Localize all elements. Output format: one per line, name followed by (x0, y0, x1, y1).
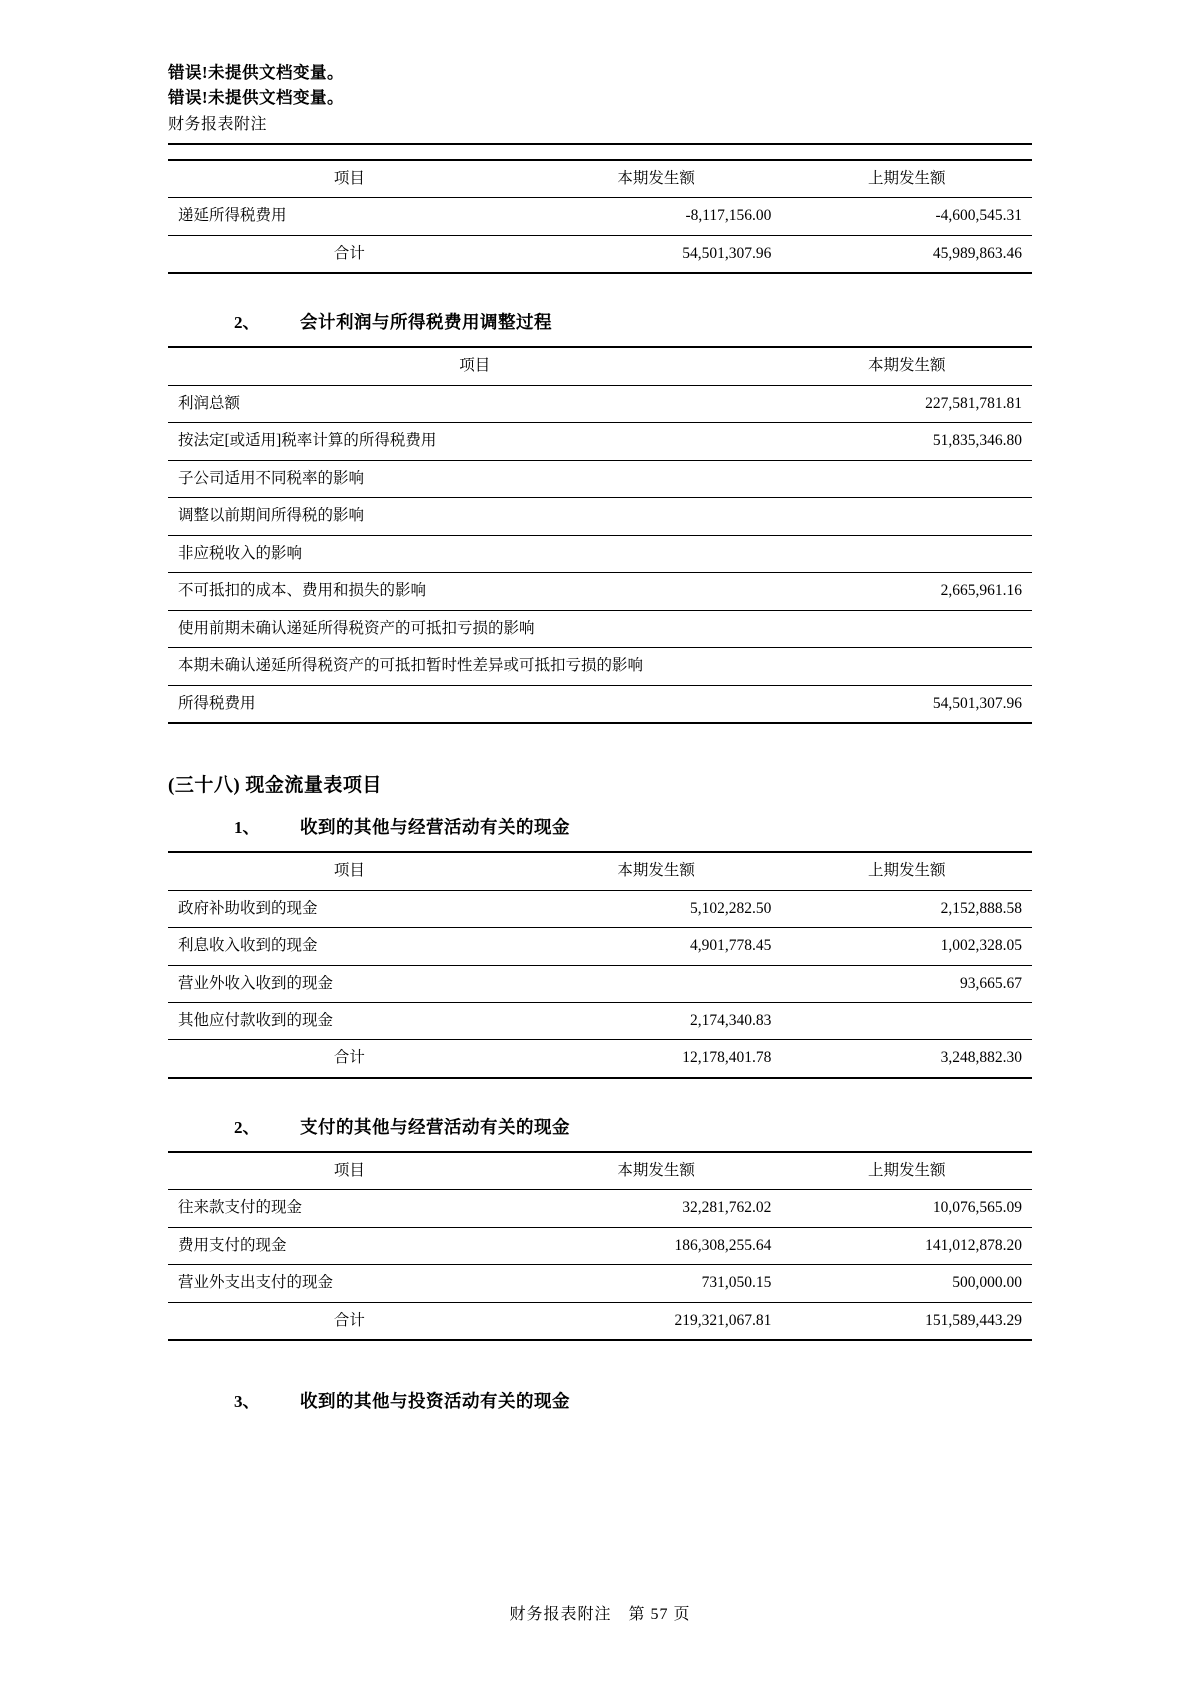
page-footer (0, 1601, 1200, 1624)
cell-prior: 93,665.67 (781, 965, 1032, 1002)
table-header-row (168, 161, 1032, 198)
tax-expense-table-wrap (168, 159, 1032, 274)
cell-item: 政府补助收到的现金 (168, 890, 531, 927)
column-header: 上期发生额 (781, 853, 1032, 890)
column-header: 本期发生额 (531, 853, 782, 890)
table-header-row (168, 348, 1032, 385)
cell-current (531, 965, 782, 1002)
cell-prior: 500,000.00 (781, 1265, 1032, 1302)
table-row (168, 1227, 1032, 1264)
cell-item: 合计 (168, 235, 531, 272)
cell-item: 费用支付的现金 (168, 1227, 531, 1264)
cell-prior: 1,002,328.05 (781, 928, 1032, 965)
other-operating-cash-paid-table (168, 1153, 1032, 1339)
cell-current (781, 535, 1032, 572)
section-2-number: 2、 (234, 313, 260, 333)
other-operating-cash-received-table (168, 853, 1032, 1077)
cell-current: 12,178,401.78 (531, 1040, 782, 1077)
table-row (168, 573, 1032, 610)
column-header: 项目 (168, 1153, 531, 1190)
cell-prior: -4,600,545.31 (781, 198, 1032, 235)
table-row (168, 1265, 1032, 1302)
section-38-3-title: 收到的其他与投资活动有关的现金 (300, 1391, 570, 1412)
cell-item: 使用前期未确认递延所得税资产的可抵扣亏损的影响 (168, 610, 781, 647)
table-row (168, 965, 1032, 1002)
table-row (168, 610, 1032, 647)
cell-item: 调整以前期间所得税的影响 (168, 498, 781, 535)
cell-current: 227,581,781.81 (781, 385, 1032, 422)
page-content (168, 60, 1032, 1425)
section-2-title: 会计利润与所得税费用调整过程 (300, 312, 552, 333)
table-row (168, 1040, 1032, 1077)
column-header: 上期发生额 (781, 161, 1032, 198)
cell-current (781, 648, 1032, 685)
cell-current: 186,308,255.64 (531, 1227, 782, 1264)
section-38-1-title: 收到的其他与经营活动有关的现金 (300, 817, 570, 838)
cell-current: 2,665,961.16 (781, 573, 1032, 610)
header-rule (168, 143, 1032, 145)
cell-prior (781, 1002, 1032, 1039)
cell-current (781, 498, 1032, 535)
cell-item: 子公司适用不同税率的影响 (168, 460, 781, 497)
column-header: 本期发生额 (531, 1153, 782, 1190)
cell-current: 4,901,778.45 (531, 928, 782, 965)
cell-prior: 10,076,565.09 (781, 1190, 1032, 1227)
cell-current: 5,102,282.50 (531, 890, 782, 927)
column-header: 项目 (168, 348, 781, 385)
cell-current: 54,501,307.96 (531, 235, 782, 272)
cell-prior: 2,152,888.58 (781, 890, 1032, 927)
column-header: 项目 (168, 161, 531, 198)
section-38-1-number: 1、 (234, 818, 260, 838)
other-operating-cash-paid-table-wrap (168, 1151, 1032, 1341)
cell-current: 219,321,067.81 (531, 1302, 782, 1339)
cell-prior: 45,989,863.46 (781, 235, 1032, 272)
table-row (168, 1190, 1032, 1227)
table-row (168, 498, 1032, 535)
cell-item: 合计 (168, 1302, 531, 1339)
cell-prior: 151,589,443.29 (781, 1302, 1032, 1339)
section-38-2-heading (234, 1113, 1032, 1139)
other-operating-cash-received-table-wrap (168, 851, 1032, 1079)
table-row (168, 1002, 1032, 1039)
cell-prior: 3,248,882.30 (781, 1040, 1032, 1077)
footer-page-number: 第 57 页 (628, 1606, 691, 1623)
cell-current: 2,174,340.83 (531, 1002, 782, 1039)
table-row (168, 460, 1032, 497)
cell-current (781, 610, 1032, 647)
footer-label: 财务报表附注 (509, 1606, 612, 1623)
cell-prior: 141,012,878.20 (781, 1227, 1032, 1264)
table-row (168, 648, 1032, 685)
cell-current: -8,117,156.00 (531, 198, 782, 235)
table-row (168, 890, 1032, 927)
cell-item: 所得税费用 (168, 685, 781, 722)
column-header: 本期发生额 (781, 348, 1032, 385)
cell-item: 合计 (168, 1040, 531, 1077)
cell-item: 往来款支付的现金 (168, 1190, 531, 1227)
column-header: 上期发生额 (781, 1153, 1032, 1190)
document-header (168, 60, 1032, 145)
table-row (168, 928, 1032, 965)
table-row (168, 423, 1032, 460)
cell-item: 其他应付款收到的现金 (168, 1002, 531, 1039)
section-38-3-heading (234, 1387, 1032, 1413)
table-row (168, 685, 1032, 722)
cell-item: 营业外支出支付的现金 (168, 1265, 531, 1302)
cell-item: 不可抵扣的成本、费用和损失的影响 (168, 573, 781, 610)
cell-current: 54,501,307.96 (781, 685, 1032, 722)
table-row (168, 385, 1032, 422)
column-header: 项目 (168, 853, 531, 890)
cell-item: 非应税收入的影响 (168, 535, 781, 572)
table-row (168, 1302, 1032, 1339)
header-line-2: 错误!未提供文档变量。 (168, 88, 344, 107)
profit-tax-reconciliation-table (168, 348, 1032, 722)
table-row (168, 198, 1032, 235)
cell-item: 递延所得税费用 (168, 198, 531, 235)
cell-current: 731,050.15 (531, 1265, 782, 1302)
cell-item: 利息收入收到的现金 (168, 928, 531, 965)
header-line-3: 财务报表附注 (168, 116, 268, 133)
table-row (168, 535, 1032, 572)
section-38-3-number: 3、 (234, 1392, 260, 1412)
table-header-row (168, 1153, 1032, 1190)
column-header: 本期发生额 (531, 161, 782, 198)
section-38-1-heading (234, 813, 1032, 839)
cell-current (781, 460, 1032, 497)
header-line-1: 错误!未提供文档变量。 (168, 63, 344, 82)
section-38-2-title: 支付的其他与经营活动有关的现金 (300, 1116, 570, 1137)
section-2-heading (234, 308, 1032, 334)
cell-current: 32,281,762.02 (531, 1190, 782, 1227)
section-38-2-number: 2、 (234, 1117, 260, 1137)
tax-expense-table (168, 161, 1032, 272)
cell-item: 本期未确认递延所得税资产的可抵扣暂时性差异或可抵扣亏损的影响 (168, 648, 781, 685)
cell-item: 营业外收入收到的现金 (168, 965, 531, 1002)
table-row (168, 235, 1032, 272)
section-38-title: (三十八) 现金流量表项目 (168, 775, 382, 797)
cell-item: 利润总额 (168, 385, 781, 422)
profit-tax-reconciliation-table-wrap (168, 346, 1032, 724)
cell-current: 51,835,346.80 (781, 423, 1032, 460)
table-header-row (168, 853, 1032, 890)
cell-item: 按法定[或适用]税率计算的所得税费用 (168, 423, 781, 460)
